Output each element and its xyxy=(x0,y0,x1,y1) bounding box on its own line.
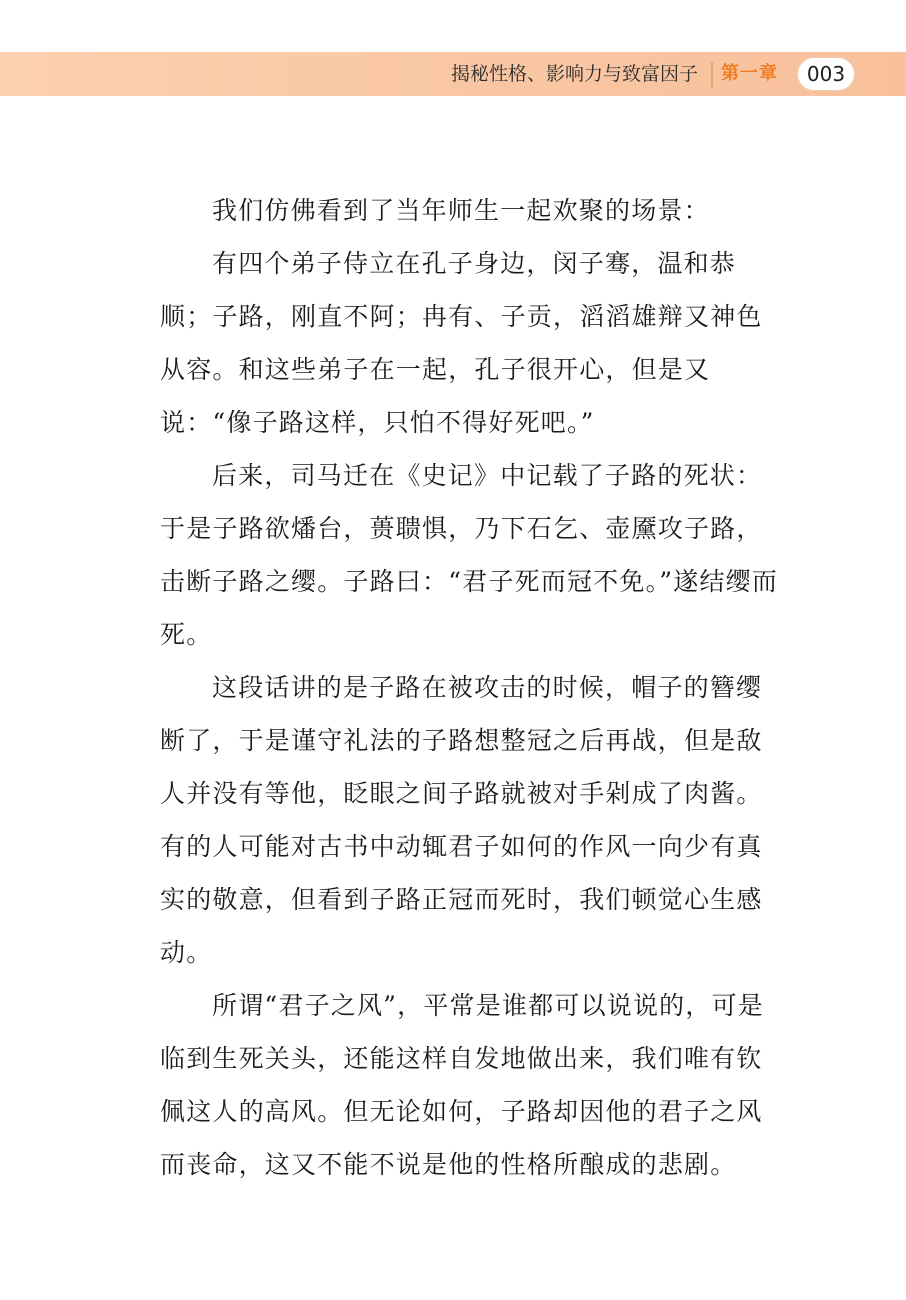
body-text xyxy=(160,184,788,1191)
page-number: 003 xyxy=(806,62,846,86)
running-title: 揭秘性格、影响力与致富因子 xyxy=(450,63,698,85)
paragraph: 后来，司马迁在《史记》中记载了子路的死状：于是子路欲燔台，蒉聩惧，乃下石乞、壶黡攻子路，击断子路之缨。子路曰：“君子死而冠不免。”遂结缨而死。 xyxy=(160,461,779,649)
paragraph: 我们仿佛看到了当年师生一起欢聚的场景： xyxy=(212,196,710,225)
header-divider xyxy=(711,62,713,88)
chapter-label: 第一章 xyxy=(721,63,778,84)
paragraph: 有四个弟子侍立在孔子身边，闵子骞，温和恭顺；子路，刚直不阿；冉有、子贡，滔滔雄辩又神色从容。和这些弟子在一起，孔子很开心，但是又说：“像子路这样，只怕不得好死吧。” xyxy=(160,249,763,437)
paragraph: 这段话讲的是子路在被攻击的时候，帽子的簪缨断了，于是谨守礼法的子路想整冠之后再战，但是敌人并没有等他，眨眼之间子路就被对手剁成了肉酱。有的人可能对古书中动辄君子如何的作风一向少有真实的敬意，但看到子路正冠而死时，我们顿觉心生感动。 xyxy=(160,673,763,967)
paragraph: 所谓“君子之风”，平常是谁都可以说说的，可是临到生死关头，还能这样自发地做出来，我们唯有钦佩这人的高风。但无论如何，子路却因他的君子之风而丧命，这又不能不说是他的性格所酿成的悲剧。 xyxy=(160,991,764,1179)
